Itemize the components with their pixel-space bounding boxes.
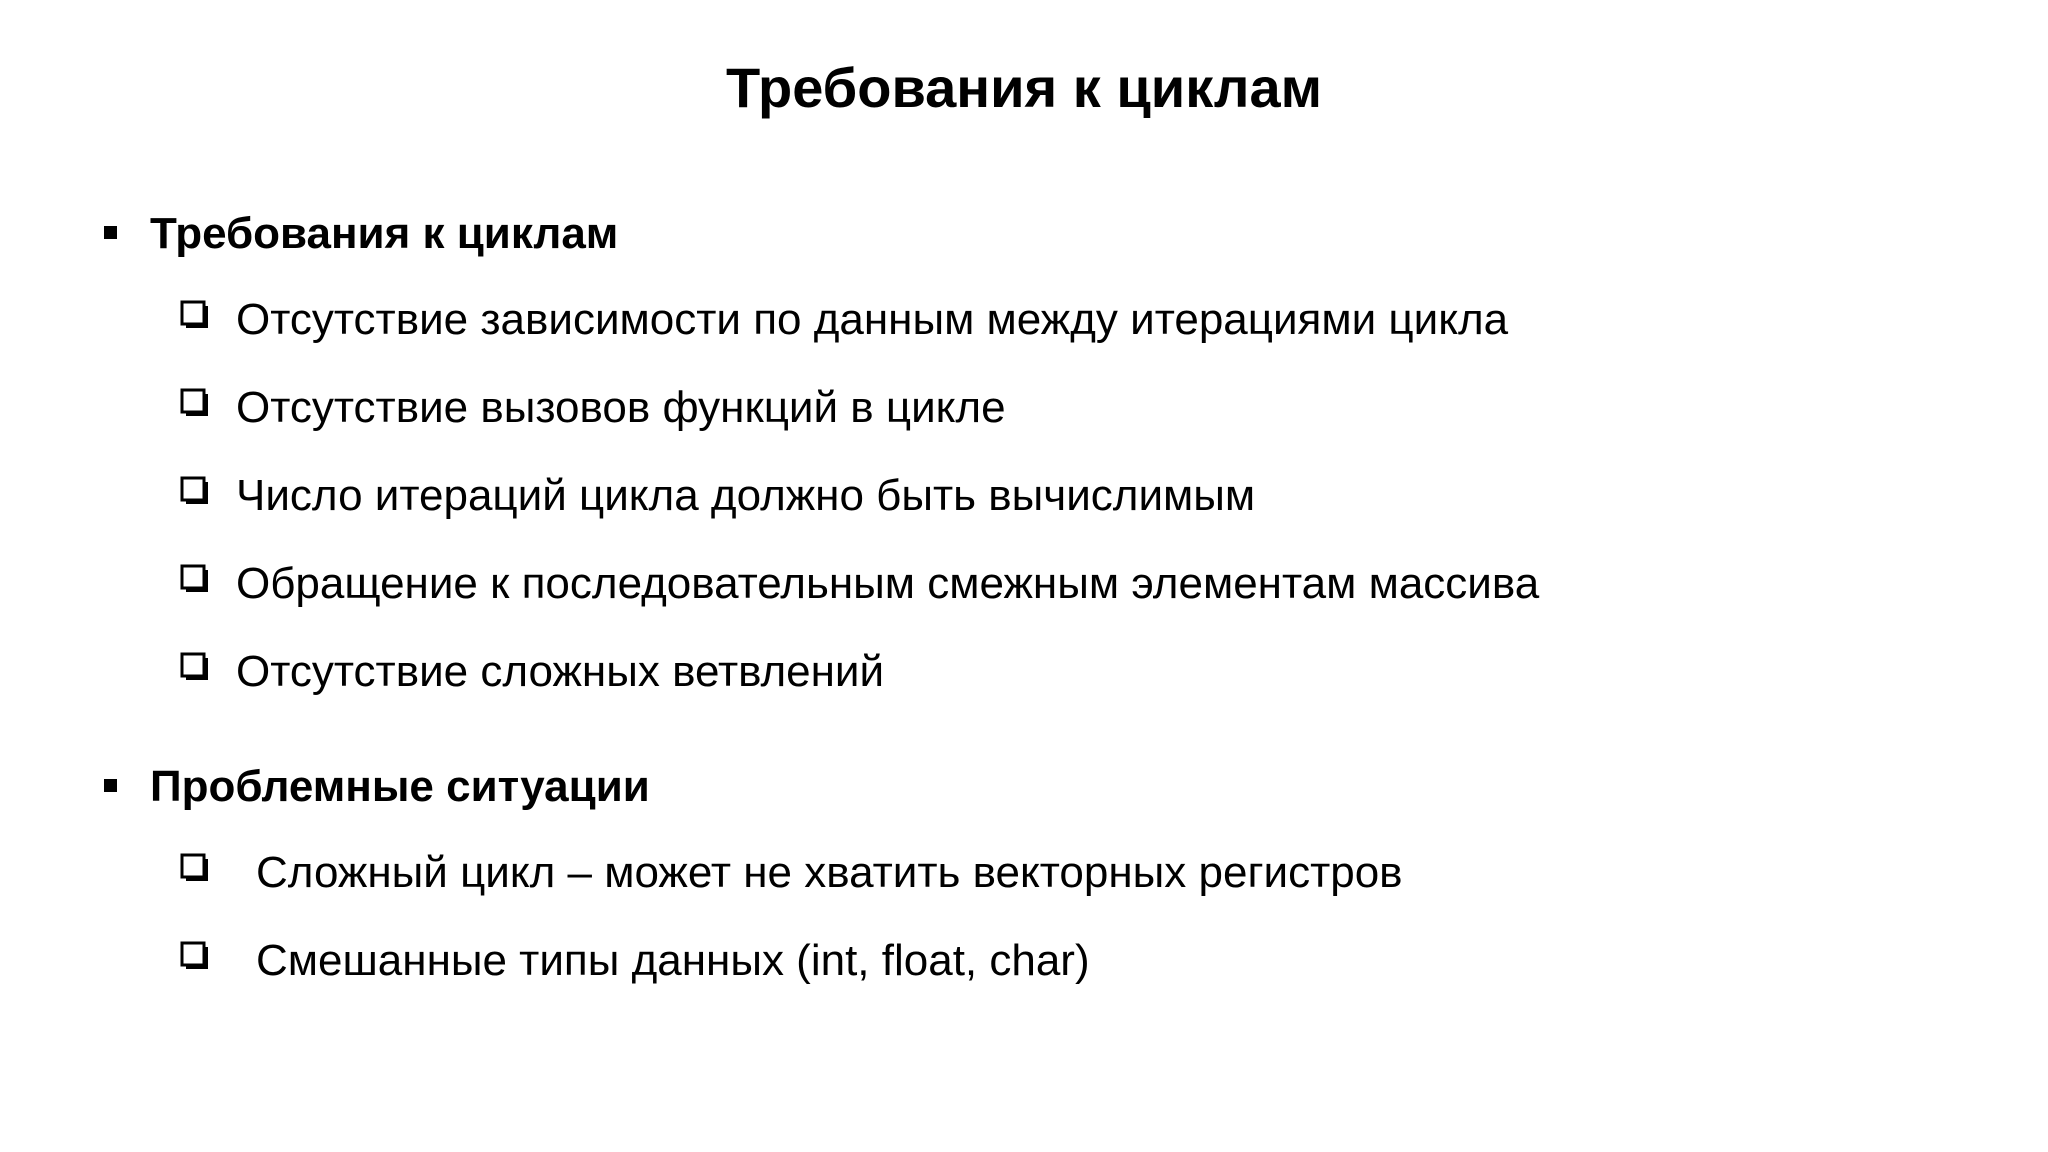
list-item-text: Число итераций цикла должно быть вычислимым (236, 471, 1256, 520)
section-heading-text: Требования к циклам (150, 209, 619, 258)
list-item-text: Сложный цикл – может не хватить векторных регистров (256, 848, 1403, 897)
checkbox-icon (180, 564, 210, 594)
section-problems (104, 757, 1403, 1019)
list-item-text: Обращение к последовательным смежным элементам массива (236, 559, 1540, 608)
checkbox-icon (180, 476, 210, 506)
list-item-text: Отсутствие сложных ветвлений (236, 647, 885, 696)
slide-title: Требования к циклам (725, 56, 1323, 119)
section-heading (104, 204, 619, 264)
checkbox-icon (180, 652, 210, 682)
checkbox-icon (180, 300, 210, 330)
checkbox-icon (180, 388, 210, 418)
checkbox-icon (180, 853, 210, 883)
square-bullet-icon (104, 226, 117, 239)
list-item-text: Отсутствие зависимости по данным между итерациями цикла (236, 295, 1509, 344)
square-bullet-icon (104, 779, 117, 792)
list-item-text: Смешанные типы данных (int, float, char) (256, 936, 1090, 985)
section-heading-text: Проблемные ситуации (150, 762, 650, 811)
section-requirements (104, 204, 1540, 730)
section-heading (104, 757, 650, 817)
checkbox-icon (180, 941, 210, 971)
list-item-text: Отсутствие вызовов функций в цикле (236, 383, 1006, 432)
